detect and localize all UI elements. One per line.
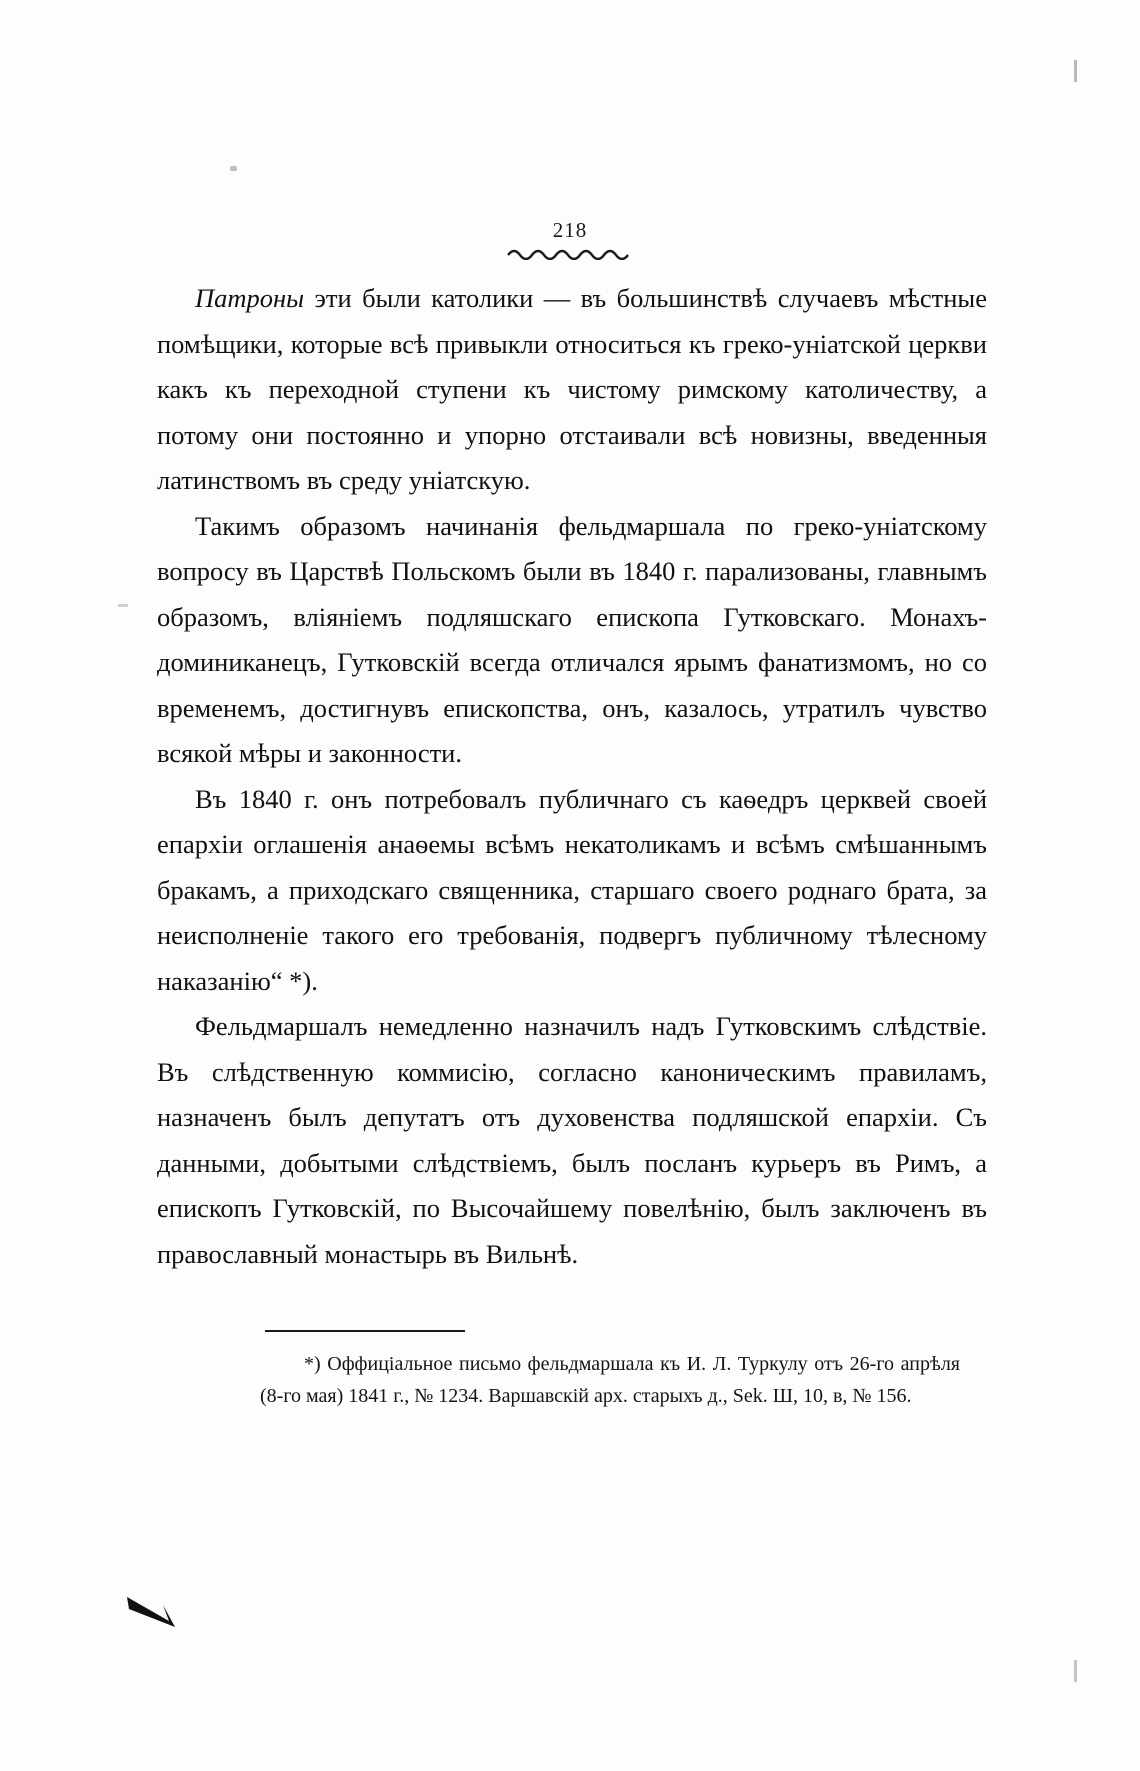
footnote-separator — [265, 1330, 465, 1332]
paragraph-3 — [157, 777, 987, 1005]
page-number: 218 — [552, 218, 588, 242]
footnote — [260, 1348, 960, 1412]
paragraph-4 — [157, 1004, 987, 1277]
page-speck — [230, 166, 237, 171]
footnote-text: *) Оффиціальное письмо фельдмаршала къ И. Л. Туркулу отъ 26-го апрѣля (8-го мая) 1841 г., № 1234. Варшавскій арх. старыхъ д., Sek. Ш, 10, в, № 156. — [260, 1353, 960, 1407]
scan-edge-mark-top — [1074, 60, 1077, 82]
paragraph-1-lead: Патроны — [195, 283, 305, 313]
scan-edge-mark-left — [118, 604, 128, 607]
paragraph-1-text: эти были католики — въ большинствѣ случаевъ мѣстные помѣщики, которые всѣ привыкли относиться къ греко-уніатской церкви какъ къ переходной ступени къ чистому римскому католичеству, а потому они постоянно и упорно отстаивали всѣ новизны, введенныя латинствомъ въ среду уніатскую. — [157, 283, 987, 495]
scan-edge-mark-bottom — [1074, 1660, 1077, 1682]
paragraph-3-text: Въ 1840 г. онъ потребовалъ публичнаго съ каѳедръ церквей своей епархіи оглашенія анаѳемы всѣмъ некатоликамъ и всѣмъ смѣшаннымъ бракамъ, а приходскаго священника, старшаго своего роднаго брата, за неисполненіе такого его требованія, подвергъ публичному тѣлесному наказанію“ *). — [157, 783, 987, 996]
paragraph-2-text: Такимъ образомъ начинанія фельдмаршала по греко-уніатскому вопросу въ Царствѣ Польскомъ были въ 1840 г. парализованы, главнымъ образомъ, вліяніемъ подляшскаго епископа Гутковскаго. Монахъ-доминиканецъ, Гутковскій всегда отличался ярымъ фанатизмомъ, но со временемъ, достигнувъ епископства, онъ, казалось, утратилъ чувство всякой мѣры и законности. — [157, 510, 987, 768]
corner-ink-mark — [125, 1595, 177, 1629]
paragraph-2 — [157, 504, 987, 777]
paragraph-1 — [157, 276, 987, 504]
wavy-rule-ornament — [0, 246, 1140, 260]
body-text — [157, 276, 987, 1277]
paragraph-4-text: Фельдмаршалъ немедленно назначилъ надъ Гутковскимъ слѣдствіе. Въ слѣдственную коммисію, согласно каноническимъ правиламъ, назначенъ былъ депутатъ отъ духовенства подляшской епархіи. Съ данными, добытыми слѣдствіемъ, былъ посланъ курьеръ въ Римъ, а епископъ Гутковскій, по Высочайшему повелѣнію, былъ заключенъ въ православный монастырь въ Вильнѣ. — [157, 1011, 987, 1269]
